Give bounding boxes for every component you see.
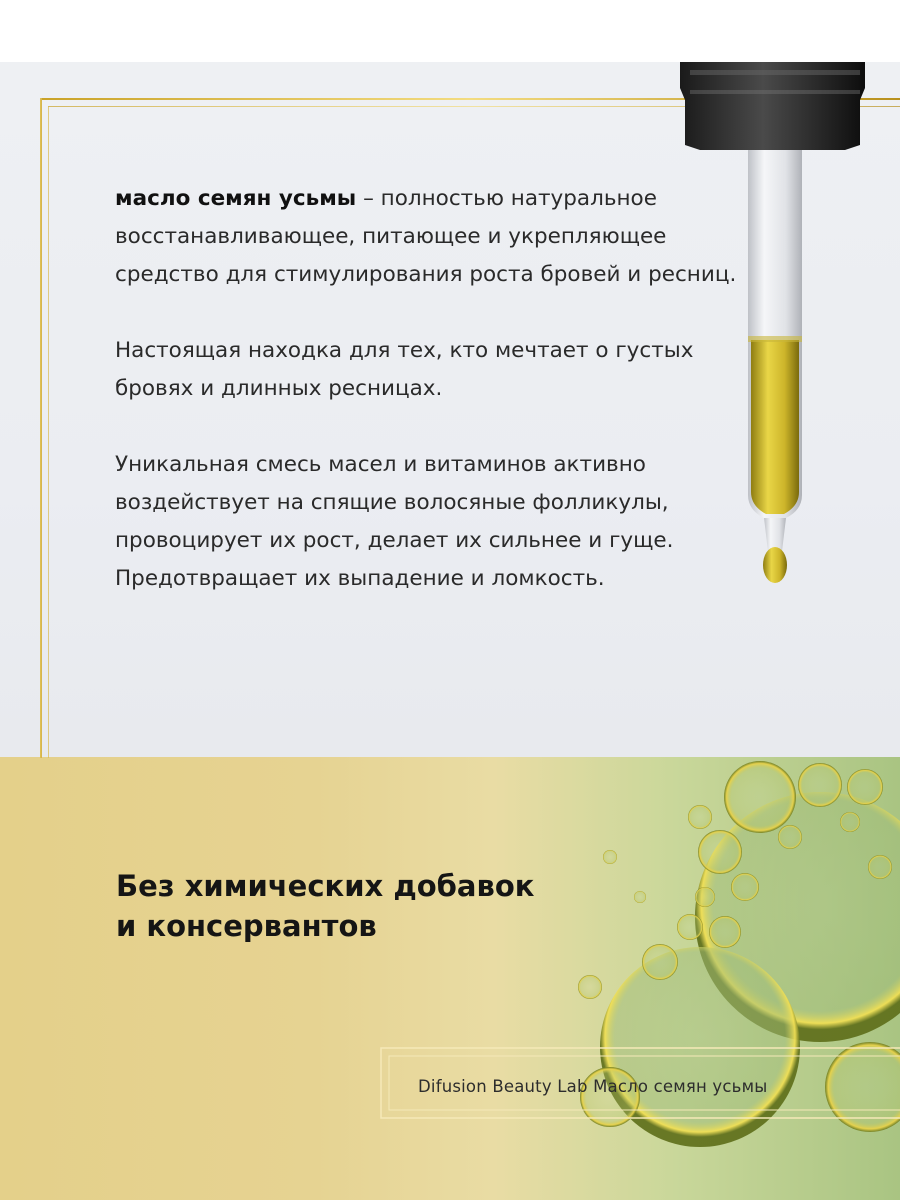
heading-line-2: и консервантов bbox=[116, 909, 377, 943]
bottom-panel bbox=[0, 757, 900, 1200]
gold-frame-left-inner bbox=[48, 106, 49, 758]
no-additives-heading bbox=[116, 866, 656, 946]
product-description bbox=[115, 180, 775, 636]
oil-bubbles-illustration bbox=[0, 757, 900, 1200]
description-intro: – полностью натуральное восстанавливающее, питающее и укрепляющее средство для стимулирования роста бровей и ресниц. bbox=[115, 186, 737, 287]
description-paragraph-3: Уникальная смесь масел и витаминов активно воздействует на спящие волосяные фолликулы, провоцирует их рост, делает их сильнее и гуще. Предотвращает их выпадение и ломкость. bbox=[115, 452, 674, 591]
product-caption: Difusion Beauty Lab Масло семян усьмы bbox=[418, 1077, 768, 1096]
heading-line-1: Без химических добавок bbox=[116, 869, 535, 903]
description-paragraph-2: Настоящая находка для тех, кто мечтает о густых бровях и длинных ресницах. bbox=[115, 338, 694, 401]
gold-frame-left bbox=[40, 98, 42, 758]
description-paragraph-1 bbox=[115, 180, 775, 294]
product-name: масло семян усьмы bbox=[115, 186, 357, 211]
